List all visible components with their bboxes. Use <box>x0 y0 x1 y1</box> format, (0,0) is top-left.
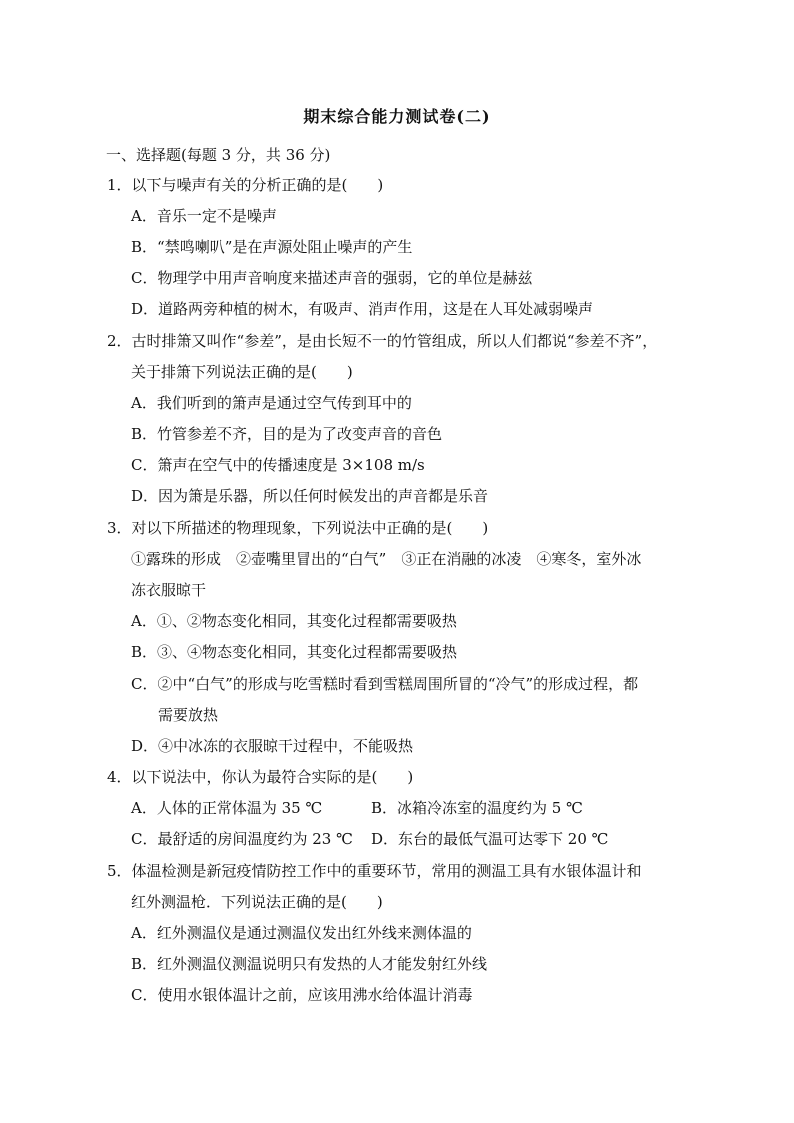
question-1-stem: 1．以下与噪声有关的分析正确的是( ) <box>107 176 384 194</box>
question-2-option-a: A．我们听到的箫声是通过空气传到耳中的 <box>131 394 412 412</box>
question-2-option-c: C．箫声在空气中的传播速度是 3×108 m/s <box>131 456 425 474</box>
question-5-stem-line2: 红外测温枪．下列说法正确的是( ) <box>131 893 383 911</box>
question-4-option-d: D．东台的最低气温可达零下 20 ℃ <box>371 830 609 848</box>
question-5-option-b: B．红外测温仪测温说明只有发热的人才能发射红外线 <box>131 955 488 973</box>
exam-title: 期末综合能力测试卷(二) <box>303 107 491 126</box>
question-4-option-a: A．人体的正常体温为 35 ℃ <box>131 799 323 817</box>
question-1-option-b: B．“禁鸣喇叭”是在声源处阻止噪声的产生 <box>131 238 413 256</box>
question-4-options-row2 <box>131 829 609 849</box>
question-3-option-d: D．④中冰冻的衣服晾干过程中，不能吸热 <box>131 737 414 755</box>
question-4-options-row1 <box>131 798 583 818</box>
question-5-stem-line1: 5．体温检测是新冠疫情防控工作中的重要环节，常用的测温工具有水银体温计和 <box>107 862 642 880</box>
question-3-option-a: A．①、②物态变化相同，其变化过程都需要吸热 <box>131 612 457 630</box>
question-1-option-d: D．道路两旁种植的树木，有吸声、消声作用，这是在人耳处减弱噪声 <box>131 300 594 318</box>
question-5-option-c: C．使用水银体温计之前，应该用沸水给体温计消毒 <box>131 986 473 1004</box>
question-2-option-d: D．因为箫是乐器，所以任何时候发出的声音都是乐音 <box>131 487 489 505</box>
question-5-option-a: A．红外测温仪是通过测温仪发出红外线来测体温的 <box>131 924 472 942</box>
question-3-option-c-line1: C．②中“白气”的形成与吃雪糕时看到雪糕周围所冒的“冷气”的形成过程，都 <box>131 675 639 693</box>
question-4-option-c: C．最舒适的房间温度约为 23 ℃ <box>131 830 353 848</box>
section-heading: 一、选择题(每题 3 分，共 36 分) <box>106 146 331 164</box>
question-2-stem-line2: 关于排箫下列说法正确的是( ) <box>131 363 353 381</box>
question-3-items-line1: ①露珠的形成 ②壶嘴里冒出的“白气” ③正在消融的冰凌 ④寒冬，室外冰 <box>131 550 642 568</box>
question-3-items-line2: 冻衣服晾干 <box>131 581 207 599</box>
question-3-stem: 3．对以下所描述的物理现象，下列说法中正确的是( ) <box>107 519 489 537</box>
question-1-option-c: C．物理学中用声音响度来描述声音的强弱，它的单位是赫兹 <box>131 269 533 287</box>
question-1-option-a: A．音乐一定不是噪声 <box>131 207 277 225</box>
question-2-option-b: B．竹管参差不齐，目的是为了改变声音的音色 <box>131 425 443 443</box>
question-3-option-b: B．③、④物态变化相同，其变化过程都需要吸热 <box>131 643 458 661</box>
question-2-stem-line1: 2．古时排箫又叫作“参差”，是由长短不一的竹管组成，所以人们都说“参差不齐”， <box>107 332 658 350</box>
question-4-option-b: B．冰箱冷冻室的温度约为 5 ℃ <box>371 799 583 817</box>
question-4-stem: 4．以下说法中，你认为最符合实际的是( ) <box>107 768 414 786</box>
question-3-option-c-line2: 需要放热 <box>158 706 219 724</box>
